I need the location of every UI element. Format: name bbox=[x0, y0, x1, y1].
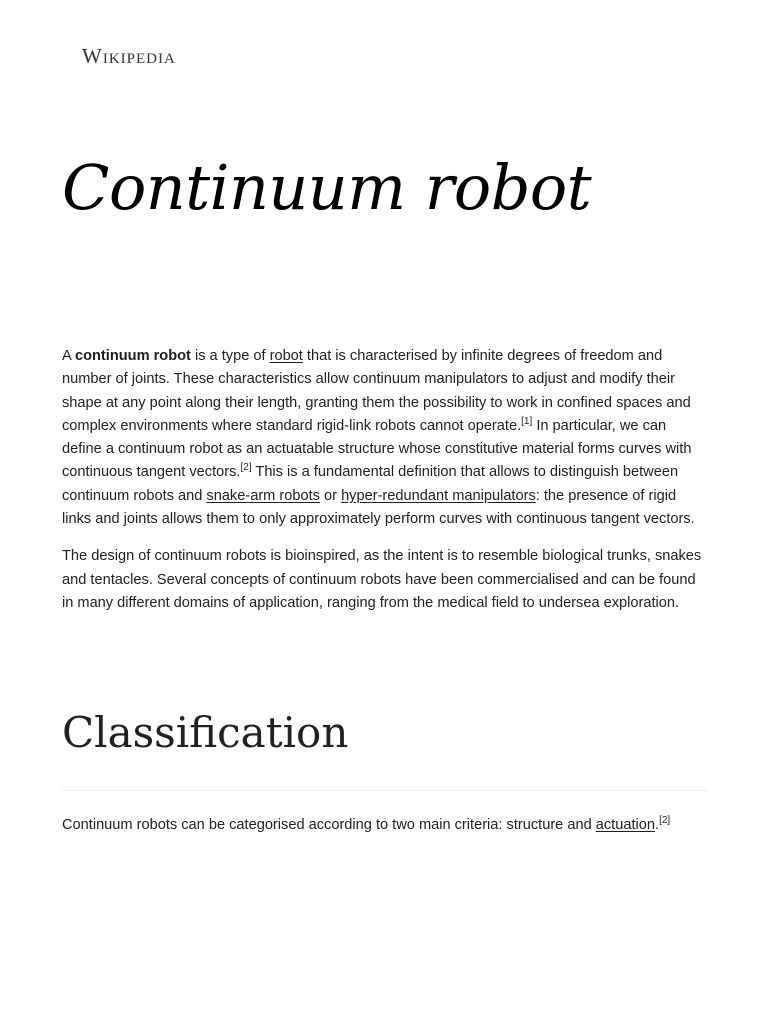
wikipedia-wordmark[interactable]: Wikipedia bbox=[82, 44, 176, 68]
text-run: : the presence of rigid links and joints allows them to only approximately perform curves with continuous tangent vectors. bbox=[62, 487, 695, 528]
link-actuation[interactable]: actuation bbox=[595, 817, 655, 833]
text-run: or bbox=[319, 487, 342, 504]
text-run: Continuum robots can be categorised according to two main criteria: structure and bbox=[62, 817, 596, 833]
link-robot[interactable]: robot bbox=[269, 348, 303, 364]
reference-2[interactable]: [2] bbox=[240, 462, 252, 474]
reference-1[interactable]: [1] bbox=[521, 416, 533, 428]
classification-content bbox=[62, 814, 707, 837]
intro-paragraph-2: The design of continuum robots is bioinspired, as the intent is to resemble biological trunks, snakes and tentacles. Several concepts of continuum robots have been commercialised and can be found in many different domains of application, ranging from the medical field to undersea exploration. bbox=[62, 548, 702, 611]
text-run: is a type of bbox=[190, 348, 270, 364]
classification-paragraph-1 bbox=[62, 814, 707, 837]
bold-term: continuum robot bbox=[74, 348, 191, 364]
reference-2[interactable]: [2] bbox=[659, 815, 671, 827]
link-hyper-redundant-manipulators[interactable]: hyper-redundant manipulators bbox=[341, 487, 536, 504]
article-intro bbox=[62, 345, 707, 629]
text-run: . bbox=[655, 817, 660, 833]
text-run: This is a fundamental definition that allows to distinguish between continuum robots and bbox=[62, 464, 679, 504]
text-run: that is characterised by infinite degrees of freedom and number of joints. These characteristics allow continuum manipulators to adjust and modify their shape at any point along their length, granting them the possibility to work in confined spaces and complex environments where standard rigid-link robots cannot operate. bbox=[62, 348, 691, 434]
section-divider bbox=[62, 790, 707, 791]
section-heading-classification: Classification bbox=[62, 708, 349, 757]
text-run: In particular, we can define a continuum robot as an actuatable structure whose constitutive material forms curves with continuous tangent vectors. bbox=[62, 417, 692, 481]
link-snake-arm-robots[interactable]: snake-arm robots bbox=[206, 487, 320, 504]
text-run: A bbox=[62, 348, 75, 364]
intro-paragraph-1 bbox=[62, 345, 707, 531]
page-title: Continuum robot bbox=[62, 151, 592, 224]
